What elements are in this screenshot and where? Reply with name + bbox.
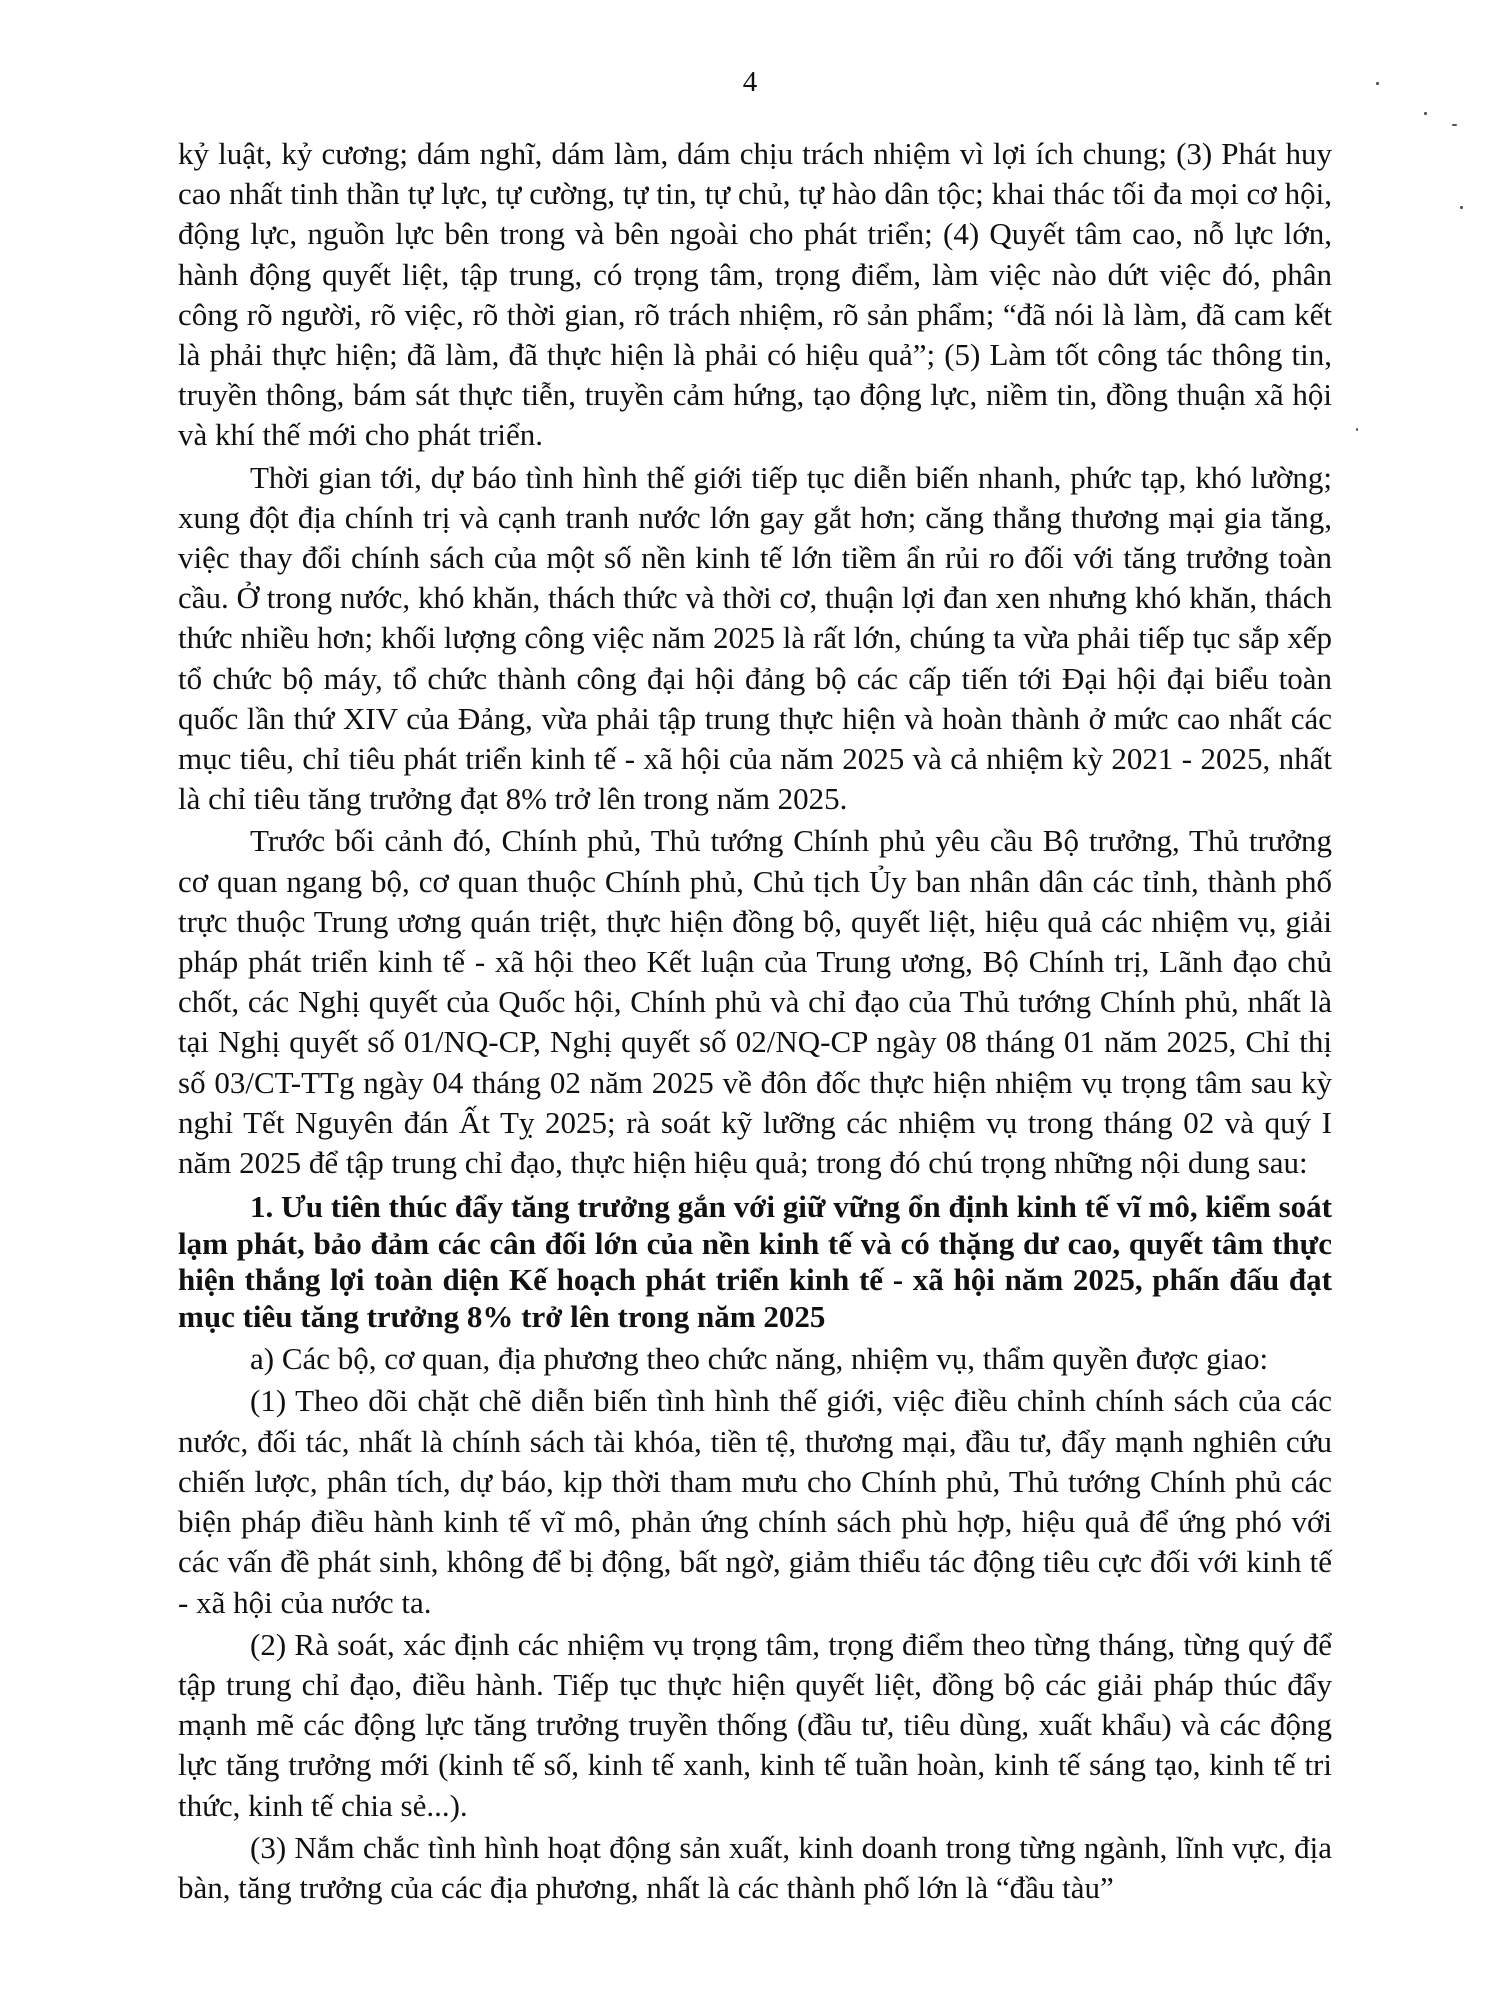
paragraph-item-2: (2) Rà soát, xác định các nhiệm vụ trọng tâm, trọng điểm theo từng tháng, từng quý để tập trung chỉ đạo, điều hành. Tiếp tục thực hiện quyết liệt, đồng bộ các giải pháp thúc đẩy mạnh mẽ các động lực tăng trưởng truyền thống (đầu tư, tiêu dùng, xuất khẩu) và các động lực tăng trưởng mới (kinh tế số, kinh tế xanh, kinh tế tuần hoàn, kinh tế sáng tạo, kinh tế tri thức, kinh tế chia sẻ...).	[178, 1626, 1332, 1823]
paragraph-item-1: (1) Theo dõi chặt chẽ diễn biến tình hình thế giới, việc điều chỉnh chính sách của các nước, đối tác, nhất là chính sách tài khóa, tiền tệ, thương mại, đầu tư, đẩy mạnh nghiên cứu chiến lược, phân tích, dự báo, kịp thời tham mưu cho Chính phủ, Thủ tướng Chính phủ các biện pháp điều hành kinh tế vĩ mô, phản ứng chính sách phù hợp, hiệu quả để ứng phó với các vấn đề phát sinh, không để bị động, bất ngờ, giảm thiểu tác động tiêu cực đối với kinh tế - xã hội của nước ta.	[178, 1383, 1332, 1620]
paragraph-continuation: kỷ luật, kỷ cương; dám nghĩ, dám làm, dám chịu trách nhiệm vì lợi ích chung; (3) Phát huy cao nhất tinh thần tự lực, tự cường, tự tin, tự chủ, tự hào dân tộc; khai thác tối đa mọi cơ hội, động lực, nguồn lực bên trong và bên ngoài cho phát triển; (4) Quyết tâm cao, nỗ lực lớn, hành động quyết liệt, tập trung, có trọng tâm, trọng điểm, làm việc nào dứt việc đó, phân công rõ người, rõ việc, rõ thời gian, rõ trách nhiệm, rõ sản phẩm; “đã nói là làm, đã cam kết là phải thực hiện; đã làm, đã thực hiện là phải có hiệu quả”; (5) Làm tốt công tác thông tin, truyền thông, bám sát thực tiễn, truyền cảm hứng, tạo động lực, niềm tin, đồng thuận xã hội và khí thế mới cho phát triển.	[178, 136, 1332, 453]
scan-speck	[1452, 124, 1457, 126]
paragraph-subsection-a: a) Các bộ, cơ quan, địa phương theo chức năng, nhiệm vụ, thẩm quyền được giao:	[250, 1341, 1269, 1377]
scan-speck	[1424, 112, 1427, 115]
document-body	[178, 134, 1332, 1910]
scan-speck	[1460, 206, 1463, 209]
paragraph-directive: Trước bối cảnh đó, Chính phủ, Thủ tướng Chính phủ yêu cầu Bộ trưởng, Thủ trưởng cơ quan ngang bộ, cơ quan thuộc Chính phủ, Chủ tịch Ủy ban nhân dân các tỉnh, thành phố trực thuộc Trung ương quán triệt, thực hiện đồng bộ, quyết liệt, hiệu quả các nhiệm vụ, giải pháp phát triển kinh tế - xã hội theo Kết luận của Trung ương, Bộ Chính trị, Lãnh đạo chủ chốt, các Nghị quyết của Quốc hội, Chính phủ và chỉ đạo của Thủ tướng Chính phủ, nhất là tại Nghị quyết số 01/NQ-CP, Nghị quyết số 02/NQ-CP ngày 08 tháng 01 năm 2025, Chỉ thị số 03/CT-TTg ngày 04 tháng 02 năm 2025 về đôn đốc thực hiện nhiệm vụ trọng tâm sau kỳ nghỉ Tết Nguyên đán Ất Tỵ 2025; rà soát kỹ lưỡng các nhiệm vụ trong tháng 02 và quý I năm 2025 để tập trung chỉ đạo, thực hiện hiệu quả; trong đó chú trọng những nội dung sau:	[178, 823, 1332, 1181]
scan-speck	[1356, 428, 1358, 431]
section-heading-1: 1. Ưu tiên thúc đẩy tăng trưởng gắn với giữ vững ổn định kinh tế vĩ mô, kiểm soát lạm phát, bảo đảm các cân đối lớn của nền kinh tế và có thặng dư cao, quyết tâm thực hiện thắng lợi toàn diện Kế hoạch phát triển kinh tế - xã hội năm 2025, phấn đấu đạt mục tiêu tăng trưởng 8% trở lên trong năm 2025	[178, 1189, 1332, 1334]
scan-speck	[1376, 82, 1379, 85]
paragraph-outlook: Thời gian tới, dự báo tình hình thế giới tiếp tục diễn biến nhanh, phức tạp, khó lường; xung đột địa chính trị và cạnh tranh nước lớn gay gắt hơn; căng thẳng thương mại gia tăng, việc thay đổi chính sách của một số nền kinh tế lớn tiềm ẩn rủi ro đối với tăng trưởng toàn cầu. Ở trong nước, khó khăn, thách thức và thời cơ, thuận lợi đan xen nhưng khó khăn, thách thức nhiều hơn; khối lượng công việc năm 2025 là rất lớn, chúng ta vừa phải tiếp tục sắp xếp tổ chức bộ máy, tổ chức thành công đại hội đảng bộ các cấp tiến tới Đại hội đại biểu toàn quốc lần thứ XIV của Đảng, vừa phải tập trung thực hiện và hoàn thành ở mức cao nhất các mục tiêu, chỉ tiêu phát triển kinh tế - xã hội của năm 2025 và cả nhiệm kỳ 2021 - 2025, nhất là chỉ tiêu tăng trưởng đạt 8% trở lên trong năm 2025.	[178, 459, 1332, 817]
paragraph-item-3: (3) Nắm chắc tình hình hoạt động sản xuất, kinh doanh trong từng ngành, lĩnh vực, địa bàn, tăng trưởng của các địa phương, nhất là các thành phố lớn là “đầu tàu”	[178, 1829, 1332, 1905]
page-number: 4	[742, 66, 758, 98]
